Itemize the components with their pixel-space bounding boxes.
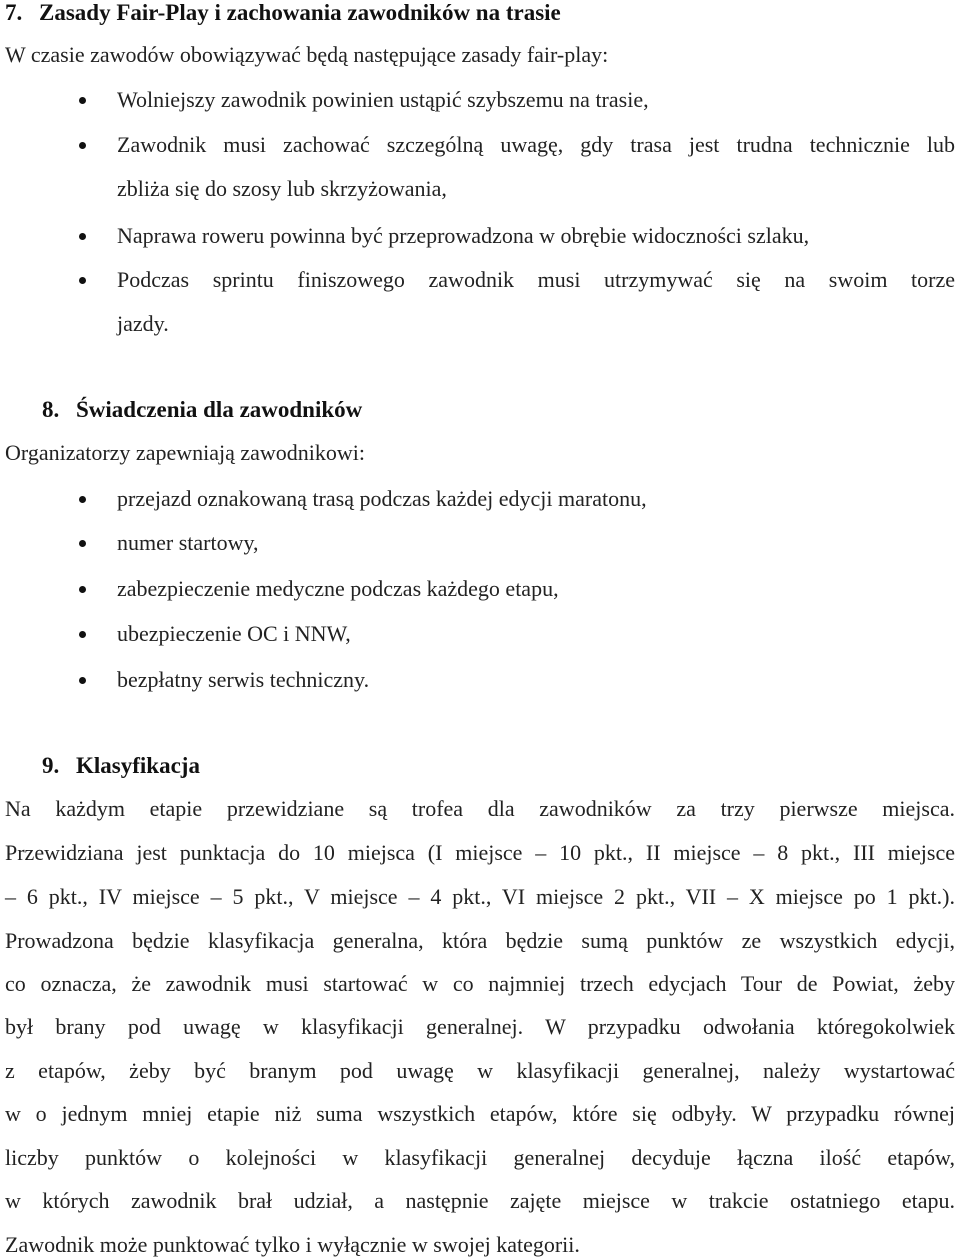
list-item-text: Zawodnik musi zachować szczególną uwagę, gdy trasa jest trudna technicznie lub bbox=[117, 132, 955, 157]
paragraph-line: był brany pod uwagę w klasyfikacji generalnej. W przypadku odwołania któregokolwiek bbox=[5, 1014, 955, 1039]
section-8-number: 8. bbox=[42, 397, 60, 422]
list-item bbox=[0, 576, 960, 602]
bullet-icon bbox=[79, 586, 86, 593]
list-item bbox=[0, 621, 960, 647]
section-7-intro: W czasie zawodów obowiązywać będą następujące zasady fair-play: bbox=[5, 42, 609, 67]
list-item bbox=[0, 530, 960, 556]
bullet-icon bbox=[79, 631, 86, 638]
list-item-text: Wolniejszy zawodnik powinien ustąpić szybszemu na trasie, bbox=[117, 87, 649, 112]
bullet-icon bbox=[79, 677, 86, 684]
list-item-text: Naprawa roweru powinna być przeprowadzona w obrębie widoczności szlaku, bbox=[117, 223, 810, 248]
list-item-text: Podczas sprintu finiszowego zawodnik musi utrzymywać się na swoim torze bbox=[117, 267, 955, 292]
list-item bbox=[0, 486, 960, 512]
section-9-heading bbox=[42, 753, 200, 779]
paragraph-line: Przewidziana jest punktacja do 10 miejsca (I miejsce – 10 pkt., II miejsce – 8 pkt., III miejsce bbox=[5, 840, 955, 865]
section-9-title: Klasyfikacja bbox=[76, 753, 200, 778]
list-item bbox=[0, 667, 960, 693]
list-item-text: zabezpieczenie medyczne podczas każdego etapu, bbox=[117, 576, 559, 601]
list-item-text: numer startowy, bbox=[117, 530, 259, 555]
paragraph-line: – 6 pkt., IV miejsce – 5 pkt., V miejsce – 4 pkt., VI miejsce 2 pkt., VII – X miejsce po 1 pkt.). bbox=[5, 884, 955, 909]
paragraph-line: w o jednym mniej etapie niż suma wszystkich etapów, które się odbyły. W przypadku równej bbox=[5, 1101, 955, 1126]
list-item bbox=[0, 87, 960, 113]
paragraph-line: Prowadzona będzie klasyfikacja generalna, która będzie sumą punktów ze wszystkich edycji, bbox=[5, 928, 955, 953]
paragraph-line: Zawodnik może punktować tylko i wyłącznie w swojej kategorii. bbox=[5, 1232, 580, 1257]
list-item-text-continued: zbliża się do szosy lub skrzyżowania, bbox=[117, 176, 447, 201]
paragraph-line: liczby punktów o kolejności w klasyfikacji generalnej decyduje łączna ilość etapów, bbox=[5, 1145, 955, 1170]
list-item-text: przejazd oznakowaną trasą podczas każdej edycji maratonu, bbox=[117, 486, 647, 511]
section-7-number: 7. bbox=[5, 0, 23, 25]
list-item-text-continued: jazdy. bbox=[117, 311, 169, 336]
bullet-icon bbox=[79, 233, 86, 240]
section-8-title: Świadczenia dla zawodników bbox=[76, 397, 363, 422]
section-9-number: 9. bbox=[42, 753, 60, 778]
bullet-icon bbox=[79, 496, 86, 503]
list-item bbox=[0, 223, 960, 249]
list-item-text: bezpłatny serwis techniczny. bbox=[117, 667, 370, 692]
paragraph-line: co oznacza, że zawodnik musi startować w co najmniej trzech edycjach Tour de Powiat, żeby bbox=[5, 971, 955, 996]
paragraph-line: Na każdym etapie przewidziane są trofea dla zawodników za trzy pierwsze miejsca. bbox=[5, 796, 955, 821]
section-7-heading bbox=[5, 0, 561, 26]
bullet-icon bbox=[79, 540, 86, 547]
list-item bbox=[0, 267, 960, 293]
section-8-heading bbox=[42, 397, 362, 423]
paragraph-line: w których zawodnik brał udział, a następnie zajęte miejsce w trakcie ostatniego etapu. bbox=[5, 1188, 955, 1213]
bullet-icon bbox=[79, 142, 86, 149]
section-7-title: Zasady Fair-Play i zachowania zawodników na trasie bbox=[39, 0, 561, 25]
paragraph-line: z etapów, żeby być branym pod uwagę w klasyfikacji generalnej, należy wystartować bbox=[5, 1058, 955, 1083]
list-item-text: ubezpieczenie OC i NNW, bbox=[117, 621, 351, 646]
bullet-icon bbox=[79, 97, 86, 104]
section-8-intro: Organizatorzy zapewniają zawodnikowi: bbox=[5, 440, 366, 465]
list-item bbox=[0, 132, 960, 158]
bullet-icon bbox=[79, 277, 86, 284]
